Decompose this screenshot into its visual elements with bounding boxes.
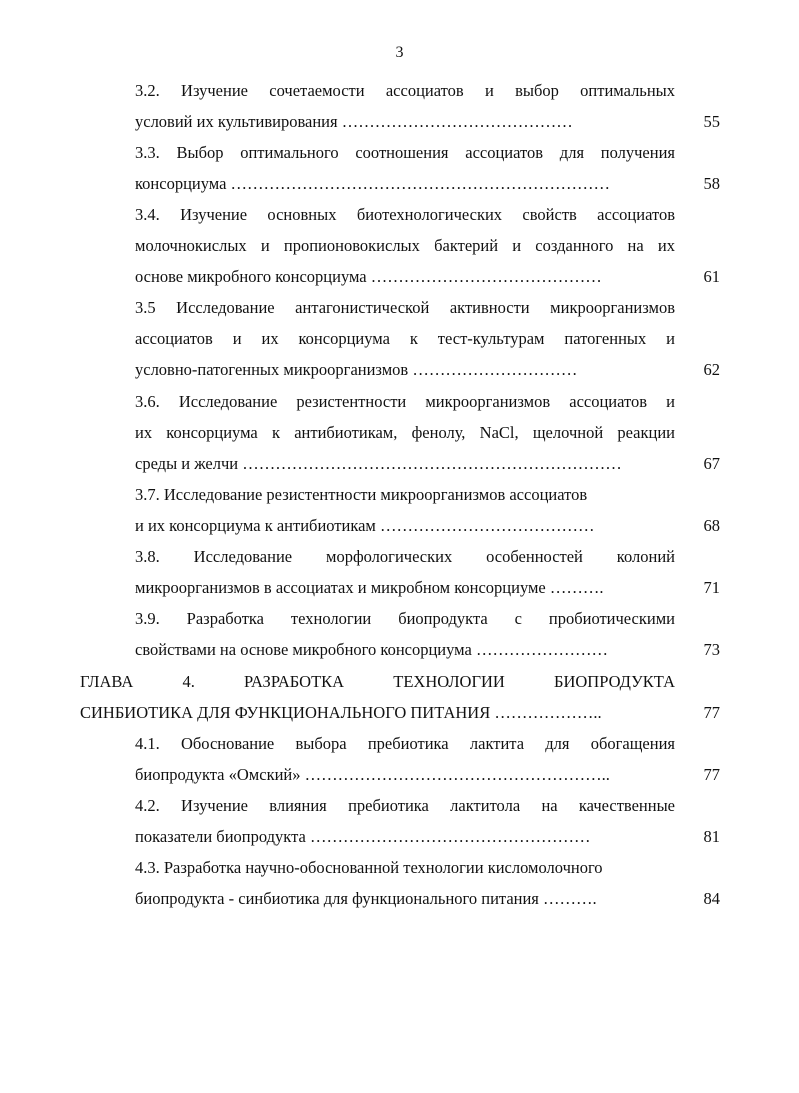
toc-line: молочнокислых и пропионовокислых бактерий и созданного на их — [135, 236, 675, 255]
chapter-heading: СИНБИОТИКА ДЛЯ ФУНКЦИОНАЛЬНОГО ПИТАНИЯ ……………….. — [80, 703, 602, 722]
toc-line: 3.7. Исследование резистентности микроорганизмов ассоциатов — [135, 485, 588, 504]
toc-page-number: 68 — [703, 516, 720, 535]
toc-page-number: 77 — [703, 703, 720, 722]
toc-line: 3.4. Изучение основных биотехнологических свойств ассоциатов — [135, 205, 675, 224]
page-number: 3 — [395, 44, 404, 61]
toc-line: 3.2. Изучение сочетаемости ассоциатов и выбор оптимальных — [135, 81, 675, 100]
toc-page-number: 62 — [703, 360, 720, 379]
toc-line: показатели биопродукта …………………………………………… — [135, 827, 591, 846]
toc-page-number: 67 — [703, 454, 720, 473]
toc-line: среды и желчи …………………………………………………………… — [135, 454, 622, 473]
toc-page-number: 84 — [703, 889, 720, 908]
toc-line: консорциума …………………………………………………………… — [135, 174, 611, 193]
toc-line: биопродукта - синбиотика для функционального питания ………. — [135, 889, 597, 908]
toc-line: 3.8. Исследование морфологических особенностей колоний — [135, 547, 675, 566]
toc-line: 4.3. Разработка научно-обоснованной технологии кисломолочного — [135, 858, 603, 877]
toc-page-number: 61 — [703, 267, 720, 286]
toc-page-number: 81 — [703, 827, 720, 846]
toc-line: 3.3. Выбор оптимального соотношения ассоциатов для получения — [135, 143, 675, 162]
toc-page-number: 73 — [703, 640, 720, 659]
toc-line: микроорганизмов в ассоциатах и микробном консорциуме ………. — [135, 578, 604, 597]
toc-page-number: 71 — [703, 578, 720, 597]
toc-page-number: 77 — [703, 765, 720, 784]
toc-line: ассоциатов и их консорциума к тест-культурам патогенных и — [135, 329, 675, 348]
toc-line: 3.5 Исследование антагонистической активности микроорганизмов — [135, 298, 675, 317]
toc-line: свойствами на основе микробного консорциума …………………… — [135, 640, 608, 659]
toc-line: и их консорциума к антибиотикам ………………………………… — [135, 516, 595, 535]
toc-page-number: 58 — [703, 174, 720, 193]
toc-page-number: 55 — [703, 112, 720, 131]
toc-line: 4.2. Изучение влияния пребиотика лактитола на качественные — [135, 796, 675, 815]
toc-line: условно-патогенных микроорганизмов ………………………… — [135, 360, 578, 379]
toc-line: основе микробного консорциума …………………………………… — [135, 267, 602, 286]
toc-line: 3.9. Разработка технологии биопродукта с пробиотическими — [135, 609, 675, 628]
chapter-heading: ГЛАВА 4. РАЗРАБОТКА ТЕХНОЛОГИИ БИОПРОДУКТА — [80, 672, 675, 691]
toc-line: условий их культивирования …………………………………… — [135, 112, 573, 131]
toc-line: 3.6. Исследование резистентности микроорганизмов ассоциатов и — [135, 392, 675, 411]
toc-line: биопродукта «Омский» ……………………………………………….. — [135, 765, 610, 784]
toc-line: 4.1. Обоснование выбора пребиотика лактита для обогащения — [135, 734, 675, 753]
toc-line: их консорциума к антибиотикам, фенолу, NaCl, щелочной реакции — [135, 423, 675, 442]
